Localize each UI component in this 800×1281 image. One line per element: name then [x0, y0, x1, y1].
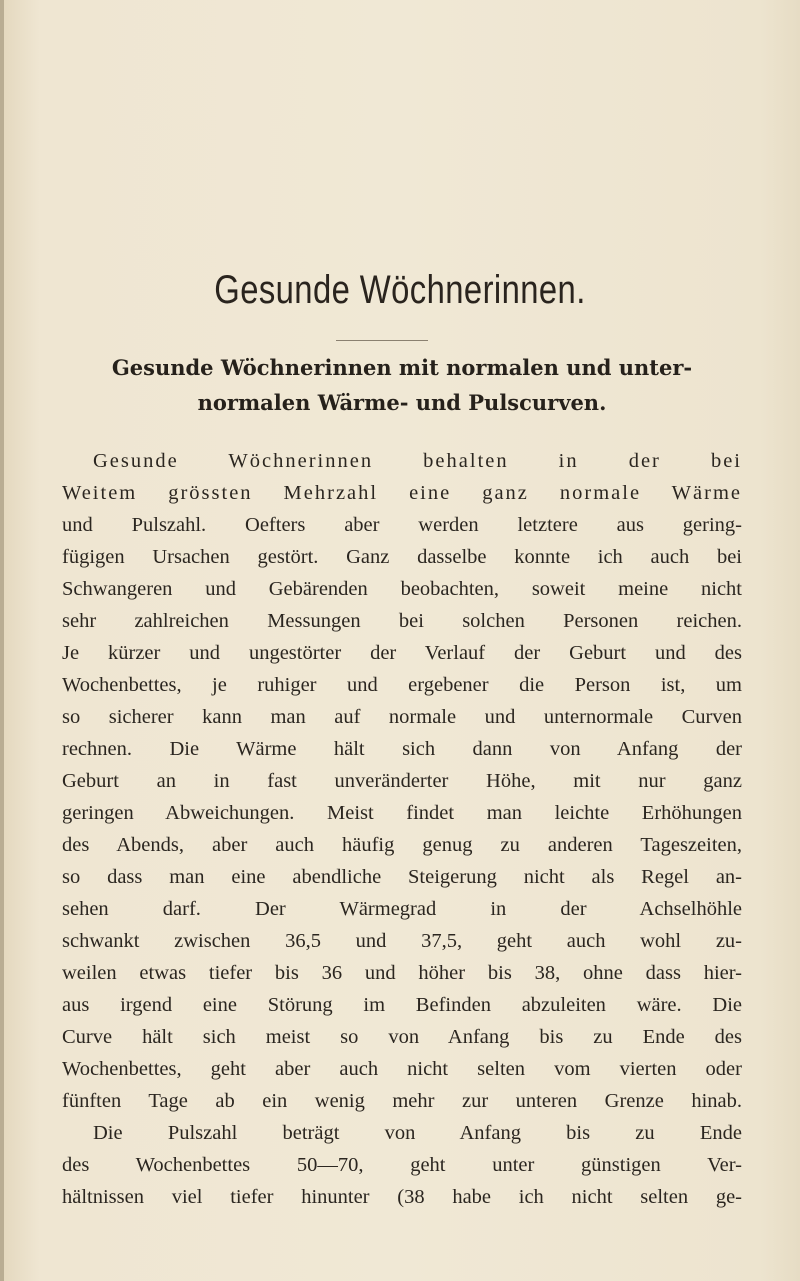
body-paragraph — [62, 445, 742, 1213]
text-line: geringen Abweichungen. Meist findet man leichte Erhöhungen — [62, 802, 742, 824]
text-line: Weitem grössten Mehrzahl eine ganz normale Wärme — [62, 482, 742, 504]
text-line: Die Pulszahl beträgt von Anfang bis zu Ende — [93, 1122, 742, 1144]
text-line: des Abends, aber auch häufig genug zu anderen Tageszeiten, — [62, 834, 742, 856]
text-line: und Pulszahl. Oefters aber werden letztere aus gering- — [62, 514, 742, 536]
text-line: Curve hält sich meist so von Anfang bis zu Ende des — [62, 1026, 742, 1048]
text-line: so sicherer kann man auf normale und unternormale Curven — [62, 706, 742, 728]
text-line: sehen darf. Der Wärmegrad in der Achselhöhle — [62, 898, 742, 920]
text-line: Schwangeren und Gebärenden beobachten, soweit meine nicht — [62, 578, 742, 600]
text-line: Wochenbettes, je ruhiger und ergebener die Person ist, um — [62, 674, 742, 696]
section-heading — [62, 350, 742, 420]
page-title: Gesunde Wöchnerinnen. — [214, 268, 586, 312]
text-line: sehr zahlreichen Messungen bei solchen Personen reichen. — [62, 610, 742, 632]
page-left-edge — [0, 0, 4, 1281]
text-line: fünften Tage ab ein wenig mehr zur unteren Grenze hinab. — [62, 1090, 742, 1112]
text-line: aus irgend eine Störung im Befinden abzuleiten wäre. Die — [62, 994, 742, 1016]
text-line: weilen etwas tiefer bis 36 und höher bis 38, ohne dass hier- — [62, 962, 742, 984]
title-rule — [336, 340, 428, 341]
text-line: des Wochenbettes 50—70, geht unter günstigen Ver- — [62, 1154, 742, 1176]
section-heading-line: normalen Wärme- und Pulscurven. — [197, 390, 607, 415]
text-line: Je kürzer und ungestörter der Verlauf der Geburt und des — [62, 642, 742, 664]
text-line: so dass man eine abendliche Steigerung nicht als Regel an- — [62, 866, 742, 888]
text-line: rechnen. Die Wärme hält sich dann von Anfang der — [62, 738, 742, 760]
text-line: fügigen Ursachen gestört. Ganz dasselbe konnte ich auch bei — [62, 546, 742, 568]
text-line: Geburt an in fast unveränderter Höhe, mit nur ganz — [62, 770, 742, 792]
section-heading-line: Gesunde Wöchnerinnen mit normalen und unter- — [111, 355, 693, 380]
text-line: hältnissen viel tiefer hinunter (38 habe ich nicht selten ge- — [62, 1186, 742, 1208]
text-line: Wochenbettes, geht aber auch nicht selten vom vierten oder — [62, 1058, 742, 1080]
text-line: schwankt zwischen 36,5 und 37,5, geht auch wohl zu- — [62, 930, 742, 952]
text-line: Gesunde Wöchnerinnen behalten in der bei — [93, 450, 742, 472]
